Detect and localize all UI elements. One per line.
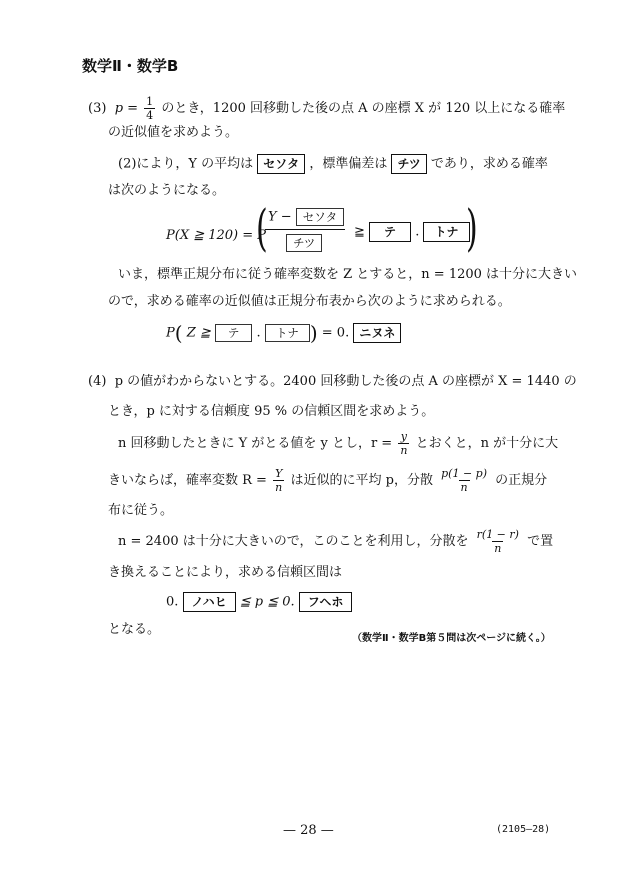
equation-text: P(X ≧ 120) = P <box>166 228 267 243</box>
equation-fraction-denominator <box>286 234 322 252</box>
equation-text: ≦ p ≦ 0. <box>239 594 295 610</box>
answer-box-ninune[interactable]: ニヌネ <box>353 323 401 343</box>
fraction-denominator: n <box>460 481 468 494</box>
fraction-denominator: n <box>275 481 283 494</box>
fraction-denominator: n <box>494 542 502 555</box>
fraction-numerator: p(1 − p) <box>441 467 487 480</box>
body-text: の正規分 <box>495 473 548 488</box>
question-4-line-4 <box>108 467 547 494</box>
template-box-chitsu: チツ <box>286 234 322 252</box>
confidence-interval <box>166 592 352 612</box>
question-4-line-7: き換えることにより，求める信頼区間は <box>108 565 343 580</box>
equation-text: p = <box>114 101 143 116</box>
fraction-denominator: 4 <box>146 109 154 122</box>
fraction-numerator: Y <box>275 467 283 480</box>
equation-text: Z ≧ <box>186 325 211 341</box>
answer-box-te[interactable]: テ <box>369 222 411 242</box>
fraction-R <box>273 467 284 494</box>
continuation-note: （数学Ⅱ・数学B第５問は次ページに続く。） <box>352 633 551 644</box>
answer-box-chitsu[interactable]: チツ <box>391 154 426 174</box>
question-3-line-4: は次のようになる。 <box>108 183 226 198</box>
template-box-te: テ <box>215 324 253 342</box>
question-4-line-3 <box>118 430 558 457</box>
page-number: — 28 — <box>283 823 334 838</box>
question-3-line-1 <box>88 95 565 122</box>
equation-fraction-numerator <box>268 208 344 226</box>
question-4-line-2: とき，p に対する信頼度 95 % の信頼区間を求めよう。 <box>108 404 435 419</box>
document-code: (2105—28) <box>496 824 551 835</box>
body-text: で置 <box>527 534 554 549</box>
fraction-numerator: r(1 − r) <box>476 528 519 541</box>
body-text: (2)により，Y の平均は <box>118 156 254 172</box>
fraction-r <box>398 430 409 457</box>
question-number: (3) <box>88 101 107 116</box>
equation-text: 0. <box>166 594 179 610</box>
template-box-tona: トナ <box>265 324 310 342</box>
question-4-line-8: となる。 <box>108 622 161 637</box>
fraction-numerator: 1 <box>146 95 154 108</box>
section-title: 数学Ⅱ・数学B <box>82 57 179 75</box>
fraction-variance-2 <box>475 528 521 555</box>
fraction-variance <box>439 467 489 494</box>
body-text: きいならば，確率変数 R = <box>108 473 267 488</box>
body-text: は近似的に平均 p，分散 <box>290 473 433 488</box>
fraction-bar <box>265 229 345 230</box>
equation-rhs <box>354 222 470 242</box>
equation-text: Y − <box>268 209 292 225</box>
question-3-line-3 <box>118 154 548 174</box>
fraction-p <box>144 95 155 122</box>
body-text: のとき，1200 回移動した後の点 A の座標 X が 120 以上になる確率 <box>161 101 566 116</box>
answer-box-tona[interactable]: トナ <box>423 222 469 242</box>
geq-sign: ≧ <box>354 224 365 240</box>
body-text: n = 2400 は十分に大きいので，このことを利用し，分散を <box>118 534 469 549</box>
body-text: n 回移動したときに Y がとる値を y とし，r = <box>118 436 393 451</box>
right-paren: ) <box>466 199 478 257</box>
decimal-point: . <box>415 224 420 240</box>
question-number: (4) <box>88 374 107 389</box>
question-4-line-6 <box>118 528 553 555</box>
question-4-line-5: 布に従う。 <box>108 503 174 518</box>
answer-box-sesota[interactable]: セソタ <box>257 154 305 174</box>
equation-text: = 0. <box>321 325 350 341</box>
equation-2: P( Z ≧ テ . トナ ) = 0. ニヌネ <box>166 323 401 343</box>
template-box-sesota: セソタ <box>296 208 344 226</box>
question-4-line-1 <box>88 375 577 388</box>
answer-box-nohahi[interactable]: ノハヒ <box>183 592 236 612</box>
body-text: p の値がわからないとする。2400 回移動した後の点 A の座標が X = 1440 の <box>114 374 577 389</box>
equation-lhs <box>166 229 266 242</box>
body-text: であり，求める確率 <box>430 156 548 172</box>
equation-text: P <box>166 325 175 341</box>
fraction-numerator: y <box>400 430 407 443</box>
question-3-line-6: ので，求める確率の近似値は正規分布表から次のように求められる。 <box>108 294 511 309</box>
body-text: とおくと，n が十分に大 <box>415 436 559 451</box>
body-text: ，標準偏差は <box>309 156 388 172</box>
fraction-denominator: n <box>400 444 408 457</box>
answer-box-fuheho[interactable]: フヘホ <box>299 592 353 612</box>
question-3-line-2: の近似値を求めよう。 <box>108 125 239 140</box>
left-paren: ( <box>256 199 268 257</box>
decimal-point: . <box>256 325 261 341</box>
question-3-line-5: いま，標準正規分布に従う確率変数を Z とすると，n = 1200 は十分に大きい <box>118 267 578 282</box>
